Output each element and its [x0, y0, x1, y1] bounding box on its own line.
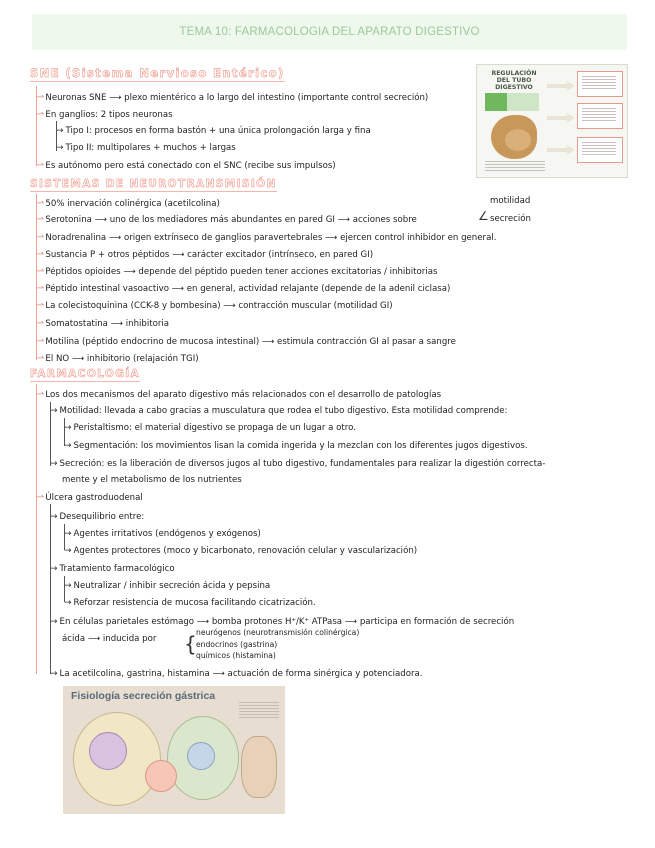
text-line: ⇀Es autónomo pero está conectado con el SNC (recibe sus impulsos) [36, 160, 336, 171]
text-line: ⇀Neuronas SNE ⟶ plexo mientérico a lo largo del intestino (importante control secreción) [36, 92, 429, 103]
figure-annotation [239, 702, 279, 718]
figure-arrow [547, 145, 575, 155]
text-line: ⇀Motilina (péptido endocrino de mucosa intestinal) ⟶ estimula contracción GI al pasar a sangre [36, 336, 456, 347]
text-line: → En células parietales estómago ⟶ bomba protones H⁺/K⁺ ATPasa ⟶ participa en formación de secreción [50, 617, 515, 627]
section-farmacologia: FARMACOLOGÍA [30, 368, 141, 380]
figure-note-box [577, 137, 623, 163]
text-line: químicos (histamina) [196, 651, 276, 660]
text-line: → Secreción: es la liberación de diversos jugos al tubo digestivo, fundamentales para realizar la digestión correcta- [50, 459, 546, 469]
brace-symbol: ∠ [478, 209, 489, 223]
text-line: → Segmentación: los movimientos lisan la comida ingerida y la mezclan con los diferentes jugos digestivos. [64, 441, 528, 451]
text-line: ácida ⟶ inducida por [62, 634, 157, 644]
text-line: ⇀Péptidos opioides ⟶ depende del péptido pueden tener acciones excitatorias / inhibitorias [36, 266, 438, 277]
bracket-line [36, 384, 37, 674]
page-title: TEMA 10: FARMACOLOGIA DEL APARATO DIGESTIVO [179, 26, 480, 38]
text-line: ⇀La colecistoquinina (CCK-8 y bombesina) ⟶ contracción muscular (motilidad GI) [36, 300, 393, 311]
text-line: → Tipo I: procesos en forma bastón + una única prolongación larga y fina [56, 126, 371, 136]
text-line: ⇀Los dos mecanismos del aparato digestivo más relacionados con el desarrollo de patologías [36, 389, 442, 400]
text-line: ⇀Serotonina ⟶ uno de los mediadores más abundantes en pared GI ⟶ acciones sobre [36, 214, 417, 225]
text-line: → Neutralizar / inhibir secreción ácida y pepsina [64, 581, 271, 591]
text-line: ⇀Somatostatina ⟶ inhibitoria [36, 318, 170, 329]
label-motilidad: motilidad [490, 196, 531, 206]
figure-tubo-title: REGULACIÓN DEL TUBO DIGESTIVO [491, 70, 537, 91]
text-line: → Agentes irritativos (endógenos y exógenos) [64, 529, 261, 539]
title-banner [32, 14, 627, 50]
text-line: → La acetilcolina, gastrina, histamina ⟶ actuación de forma sinérgica y potenciadora. [50, 669, 423, 679]
bracket-line [50, 504, 51, 674]
receptor-illustration [145, 760, 177, 792]
intestine-illustration [505, 129, 531, 151]
text-line: → Tipo II: multipolares + muchos + largas [56, 143, 236, 153]
label-secrecion: secreción [490, 214, 531, 224]
vesicle-illustration [187, 742, 215, 770]
text-line: ⇀Sustancia P + otros péptidos ⟶ carácter excitador (intrínseco, en pared GI) [36, 249, 374, 260]
text-line: ⇀Úlcera gastroduodenal [36, 492, 143, 503]
text-line: ⇀50% inervación colinérgica (acetilcolina) [36, 198, 220, 209]
text-line: → Peristaltismo: el material digestivo se propaga de un lugar a otro. [64, 423, 356, 433]
text-line: → Agentes protectores (moco y bicarbonato, renovación celular y vascularización) [64, 546, 418, 556]
figure-note-box [577, 71, 623, 97]
text-line: → Tratamiento farmacológico [50, 564, 175, 574]
text-line: ⇀Péptido intestinal vasoactivo ⟶ en general, actividad relajante (depende de la adenil ciclasa) [36, 283, 451, 294]
text-line: → Desequilibrio entre: [50, 512, 145, 522]
figure-arrow [547, 81, 575, 91]
figure-green-box [485, 93, 507, 111]
text-line: → Motilidad: llevada a cabo gracias a musculatura que rodea el tubo digestivo. Esta motilidad comprende: [50, 406, 508, 416]
text-line: → Reforzar resistencia de mucosa facilitando cicatrización. [64, 598, 316, 608]
section-neurotransmision: SISTEMAS DE NEUROTRANSMISIÓN [30, 178, 277, 190]
text-line: ⇀En ganglios: 2 tipos neuronas [36, 109, 173, 120]
section-sne: SNE (Sistema Nervioso Entérico) [30, 66, 285, 80]
text-line: neurógenos (neurotransmisión colinérgica) [196, 628, 360, 637]
figure-caption [485, 161, 545, 173]
text-line: endocrinos (gastrina) [196, 640, 278, 649]
figure-gastrica-title: Fisiología secreción gástrica [71, 690, 216, 702]
figure-note-box [577, 103, 623, 129]
text-line: ⇀El NO ⟶ inhibitorio (relajación TGI) [36, 353, 199, 364]
lumen-illustration [241, 736, 277, 798]
brace-symbol: { [184, 632, 197, 656]
text-line: ⇀Noradrenalina ⟶ origen extrínseco de ganglios paravertebrales ⟶ ejercen control inhibidor en general. [36, 232, 497, 243]
nucleus-illustration [89, 732, 127, 770]
figure-secrecion-gastrica [63, 686, 285, 814]
figure-light-box [507, 93, 539, 111]
figure-tubo-digestivo [476, 64, 628, 178]
figure-arrow [547, 113, 575, 123]
text-line: mente y el metabolismo de los nutrientes [62, 475, 242, 485]
